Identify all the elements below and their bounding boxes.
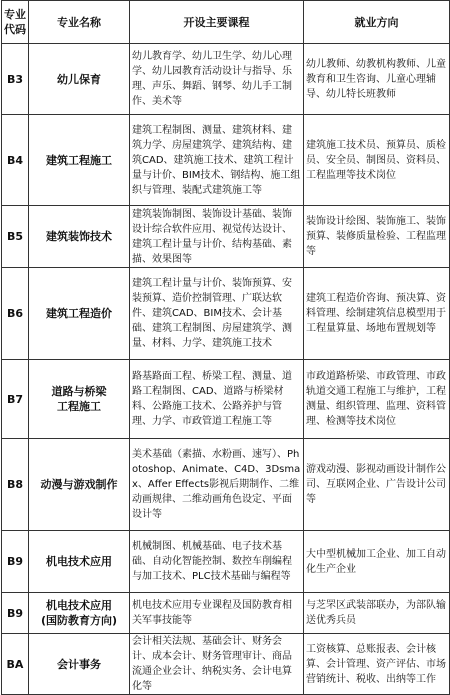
major-code: B7 bbox=[2, 360, 29, 439]
major-name: 机电技术应用 (国防教育方向) bbox=[29, 593, 130, 634]
major-code: BA bbox=[2, 634, 29, 695]
major-courses: 美术基础（素描、水粉画、速写）、Photoshop、Animate、C4D、3Dsmax、Affer Effects影视后期制作、二维动画规律、二维动画角色设定、平面设计等 bbox=[130, 439, 304, 531]
major-courses: 建筑工程计量与计价、装饰预算、安装预算、造价控制管理、广联达软件、建筑CAD、BIM技术、会计基础、建筑工程制图、房屋建筑学、测量、材料、力学、建筑施工技术 bbox=[130, 268, 304, 360]
major-name: 幼儿保育 bbox=[29, 44, 130, 115]
major-code: B6 bbox=[2, 268, 29, 360]
table-row bbox=[2, 268, 450, 360]
header-courses: 开设主要课程 bbox=[130, 1, 304, 44]
major-courses: 幼儿教育学、幼儿卫生学、幼儿心理学、幼儿园教育活动设计与指导、乐理、声乐、舞蹈、钢琴、幼儿手工制作、美术等 bbox=[130, 44, 304, 115]
major-name: 会计事务 bbox=[29, 634, 130, 695]
major-name: 建筑工程造价 bbox=[29, 268, 130, 360]
table-row bbox=[2, 44, 450, 115]
major-career: 建筑工程造价咨询、预决算、资料管理、绘制建筑信息模型用于工程量算量、场地布置规划等 bbox=[304, 268, 450, 360]
table-row bbox=[2, 206, 450, 268]
major-career: 游戏动漫、影视动画设计制作公司、互联网企业、广告设计公司等 bbox=[304, 439, 450, 531]
major-code: B9 bbox=[2, 531, 29, 593]
header-code: 专业 代码 bbox=[2, 1, 29, 44]
table-row bbox=[2, 360, 450, 439]
major-courses: 机械制图、机械基础、电子技术基础、自动化智能控制、数控车削编程与加工技术、PLC技术基础与编程等 bbox=[130, 531, 304, 593]
major-courses: 路基路面工程、桥梁工程、测量、道路工程制图、CAD、道路与桥梁材料、公路施工技术、公路养护与管理、力学、市政管道工程施工等 bbox=[130, 360, 304, 439]
majors-table bbox=[1, 0, 450, 695]
major-courses: 会计相关法规、基础会计、财务会计、成本会计、财务管理审计、商品流通企业会计、纳税实务、会计电算化等 bbox=[130, 634, 304, 695]
major-code: B5 bbox=[2, 206, 29, 268]
major-name: 建筑工程施工 bbox=[29, 115, 130, 206]
major-name: 动漫与游戏制作 bbox=[29, 439, 130, 531]
table-row bbox=[2, 634, 450, 695]
major-code: B8 bbox=[2, 439, 29, 531]
table-row bbox=[2, 115, 450, 206]
major-courses: 机电技术应用专业课程及国防教育相关军事技能等 bbox=[130, 593, 304, 634]
major-name: 建筑装饰技术 bbox=[29, 206, 130, 268]
major-code: B3 bbox=[2, 44, 29, 115]
major-career: 与芝罘区武装部联办，为部队输送优秀兵员 bbox=[304, 593, 450, 634]
major-career: 大中型机械加工企业、加工自动化生产企业 bbox=[304, 531, 450, 593]
major-career: 装饰设计绘图、装饰施工、装饰预算、装修质量检验、工程监理等 bbox=[304, 206, 450, 268]
table-row bbox=[2, 531, 450, 593]
major-name: 道路与桥梁 工程施工 bbox=[29, 360, 130, 439]
major-code: B4 bbox=[2, 115, 29, 206]
major-career: 幼儿教师、幼教机构教师、儿童教育和卫生咨询、儿童心理辅导、幼儿特长班教师 bbox=[304, 44, 450, 115]
major-courses: 建筑工程制图、测量、建筑材料、建筑力学、房屋建筑学、建筑结构、建筑CAD、建筑施工技术、建筑工程计量与计价、BIM技术、钢结构、施工组织与管理、装配式建筑施工等 bbox=[130, 115, 304, 206]
major-career: 工资核算、总账报表、会计核算、会计管理、资产评估、市场营销统计、税收、出纳等工作 bbox=[304, 634, 450, 695]
header-name: 专业名称 bbox=[29, 1, 130, 44]
header-career: 就业方向 bbox=[304, 1, 450, 44]
major-career: 建筑施工技术员、预算员、质检员、安全员、制图员、资料员、工程监理等技术岗位 bbox=[304, 115, 450, 206]
table-row bbox=[2, 439, 450, 531]
table-header-row bbox=[2, 1, 450, 44]
table-row bbox=[2, 593, 450, 634]
major-code: B9 bbox=[2, 593, 29, 634]
major-courses: 建筑装饰制图、装饰设计基础、装饰设计综合软件应用、视觉传达设计、建筑工程计量与计价、结构基础、素描、效果图等 bbox=[130, 206, 304, 268]
major-career: 市政道路桥梁、市政管理、市政轨道交通工程施工与维护，工程测量、组织管理、监理、资料管理、检测等技术岗位 bbox=[304, 360, 450, 439]
major-name: 机电技术应用 bbox=[29, 531, 130, 593]
